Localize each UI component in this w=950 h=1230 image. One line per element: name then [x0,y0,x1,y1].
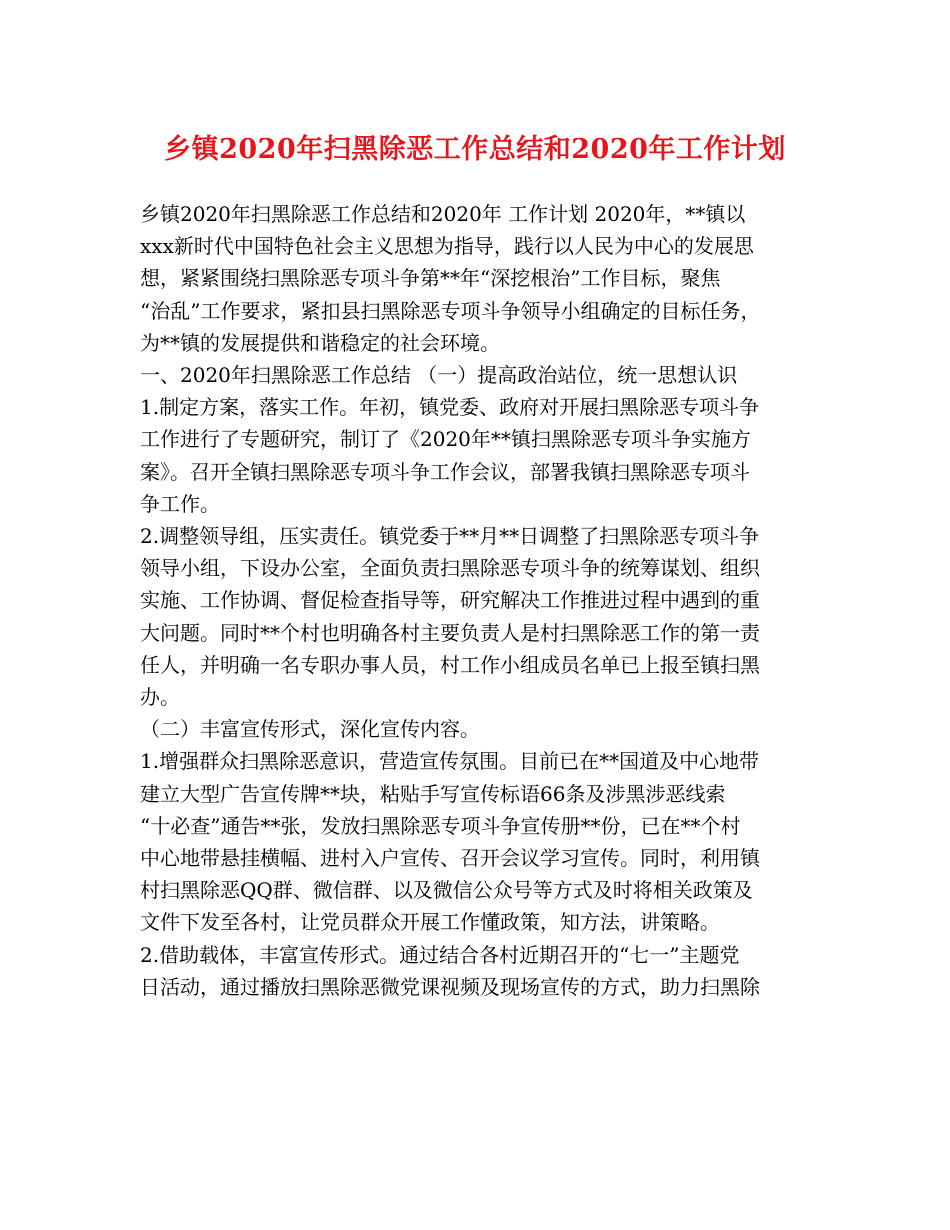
document-title: 乡镇2020年扫黑除恶工作总结和2020年工作计划 [164,134,786,165]
body-line: 日活动，通过播放扫黑除恶微党课视频及现场宣传的方式，助力扫黑除 [140,974,760,999]
body-line: 乡镇2020年扫黑除恶工作总结和2020年 工作计划 2020年，**镇以 [140,202,746,226]
body-line: 为**镇的发展提供和谐稳定的社会环境。 [140,330,500,355]
body-line: xxx新时代中国特色社会主义思想为指导，践行以人民为中心的发展思 [140,234,754,259]
body-line: 实施、工作协调、督促检查指导等，研究解决工作推进过程中遇到的重 [140,588,760,613]
section-heading: 一、2020年扫黑除恶工作总结 （一）提高政治站位，统一思想认识 [140,363,738,388]
body-line: “十必查”通告**张，发放扫黑除恶专项斗争宣传册**份，已在**个村 [140,813,741,838]
body-line: 文件下发至各村，让党员群众开展工作懂政策，知方法，讲策略。 [140,910,720,935]
body-line: 案》。召开全镇扫黑除恶专项斗争工作会议，部署我镇扫黑除恶专项斗 [140,459,750,484]
subsection-heading: （二）丰富宣传形式，深化宣传内容。 [140,717,480,742]
body-line: 中心地带悬挂横幅、进村入户宣传、召开会议学习宣传。同时，利用镇 [140,846,760,871]
body-line: 争工作。 [140,491,220,516]
document-body [140,198,830,1003]
body-line: 工作进行了专题研究，制订了《2020年**镇扫黑除恶专项斗争实施方 [140,427,751,452]
body-line: 1.增强群众扫黑除恶意识，营造宣传氛围。目前已在**国道及中心地带 [140,749,760,774]
body-line: 建立大型广告宣传牌**块，粘贴手写宣传标语66条及涉黑涉恶线索 [140,781,726,806]
body-line: 大问题。同时**个村也明确各村主要负责人是村扫黑除恶工作的第一责 [140,620,760,645]
body-line: 2.调整领导组，压实责任。镇党委于**月**日调整了扫黑除恶专项斗争 [140,524,760,549]
body-line: 想，紧紧围绕扫黑除恶专项斗争第**年“深挖根治”工作目标，聚焦 [140,266,721,291]
body-line: 领导小组，下设办公室，全面负责扫黑除恶专项斗争的统筹谋划、组织 [140,556,760,581]
body-line: 任人，并明确一名专职办事人员，村工作小组成员名单已上报至镇扫黑 [140,652,760,677]
body-line: 办。 [140,685,180,710]
body-line: “治乱”工作要求，紧扣县扫黑除恶专项斗争领导小组确定的目标任务， [140,298,761,323]
body-line: 1.制定方案，落实工作。年初，镇党委、政府对开展扫黑除恶专项斗争 [140,395,760,420]
body-line: 村扫黑除恶QQ群、微信群、以及微信公众号等方式及时将相关政策及 [140,878,753,903]
body-line: 2.借助载体，丰富宣传形式。通过结合各村近期召开的“七一”主题党 [140,942,740,967]
